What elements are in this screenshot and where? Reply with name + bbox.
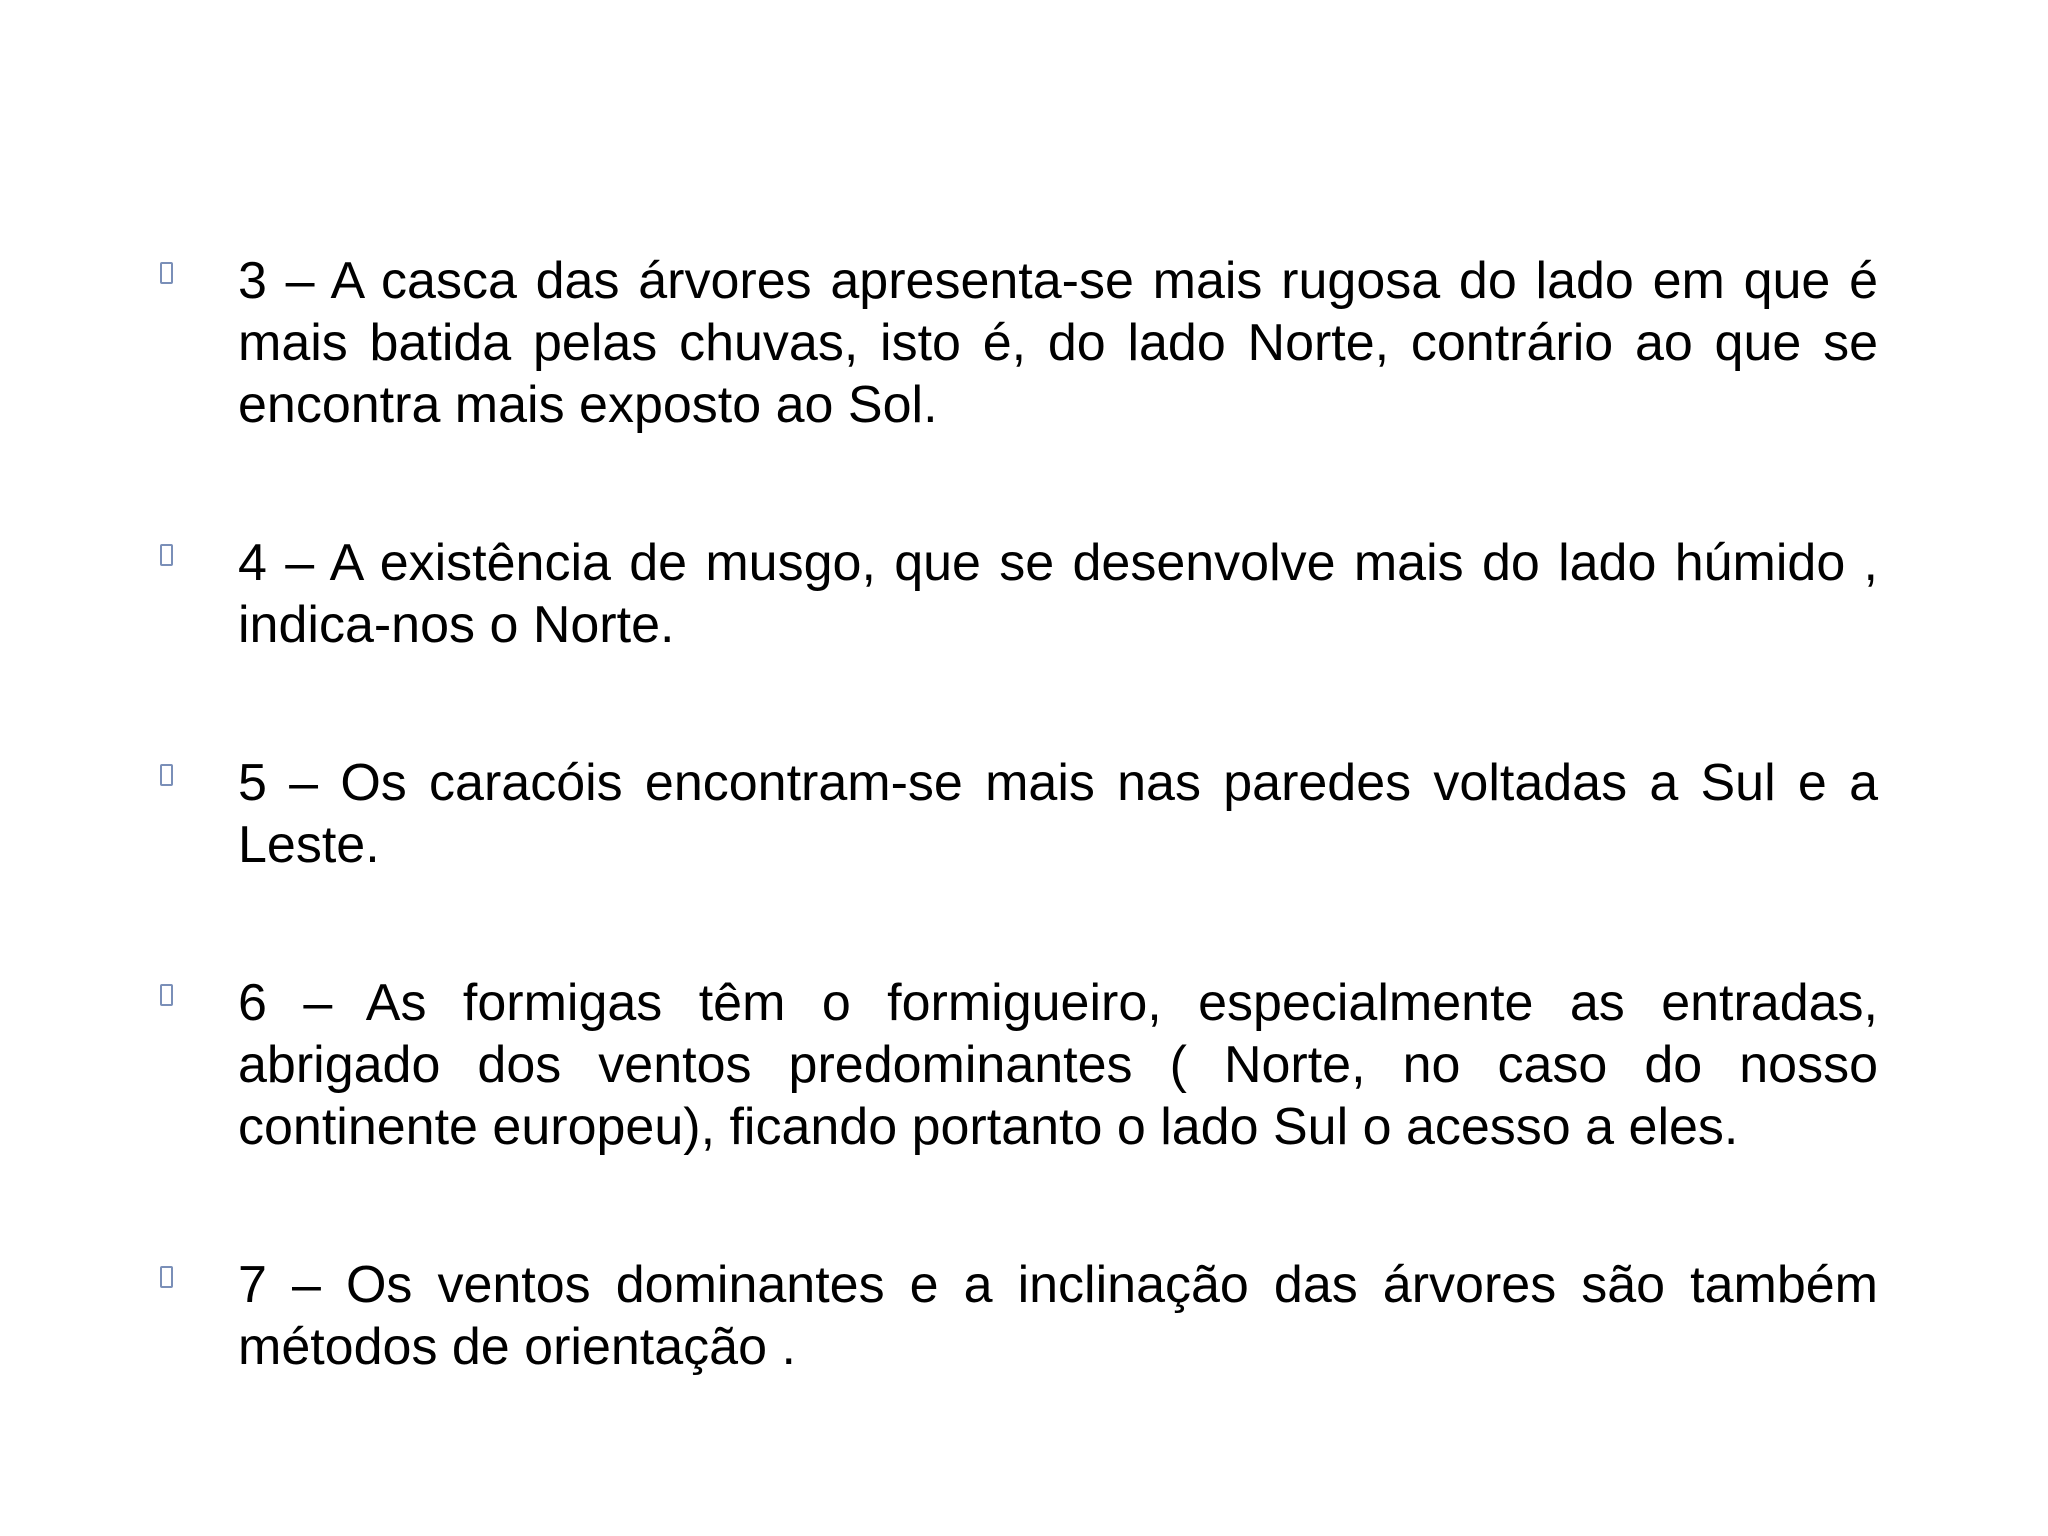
bullet-text: 5 – Os caracóis encontram-se mais nas paredes voltadas a Sul e a Leste. [238, 754, 1878, 874]
list-item [0, 752, 2048, 876]
bullet-list [0, 250, 2048, 1474]
square-bullet-icon [160, 764, 173, 786]
bullet-text: 6 – As formigas têm o formigueiro, especialmente as entradas, abrigado dos ventos predominantes ( Norte, no caso do nosso continente europeu), ficando portanto o lado Sul o acesso a eles. [238, 974, 1878, 1156]
bullet-text: 4 – A existência de musgo, que se desenvolve mais do lado húmido , indica-nos o Norte. [238, 534, 1878, 654]
bullet-text: 3 – A casca das árvores apresenta-se mais rugosa do lado em que é mais batida pelas chuvas, isto é, do lado Norte, contrário ao que se encontra mais exposto ao Sol. [238, 252, 1878, 434]
list-item [0, 972, 2048, 1158]
square-bullet-icon [160, 1266, 173, 1288]
list-item [0, 1254, 2048, 1378]
square-bullet-icon [160, 262, 173, 284]
square-bullet-icon [160, 984, 173, 1006]
list-item [0, 250, 2048, 436]
list-item [0, 532, 2048, 656]
square-bullet-icon [160, 544, 173, 566]
bullet-text: 7 – Os ventos dominantes e a inclinação das árvores são também métodos de orientação . [238, 1256, 1878, 1376]
